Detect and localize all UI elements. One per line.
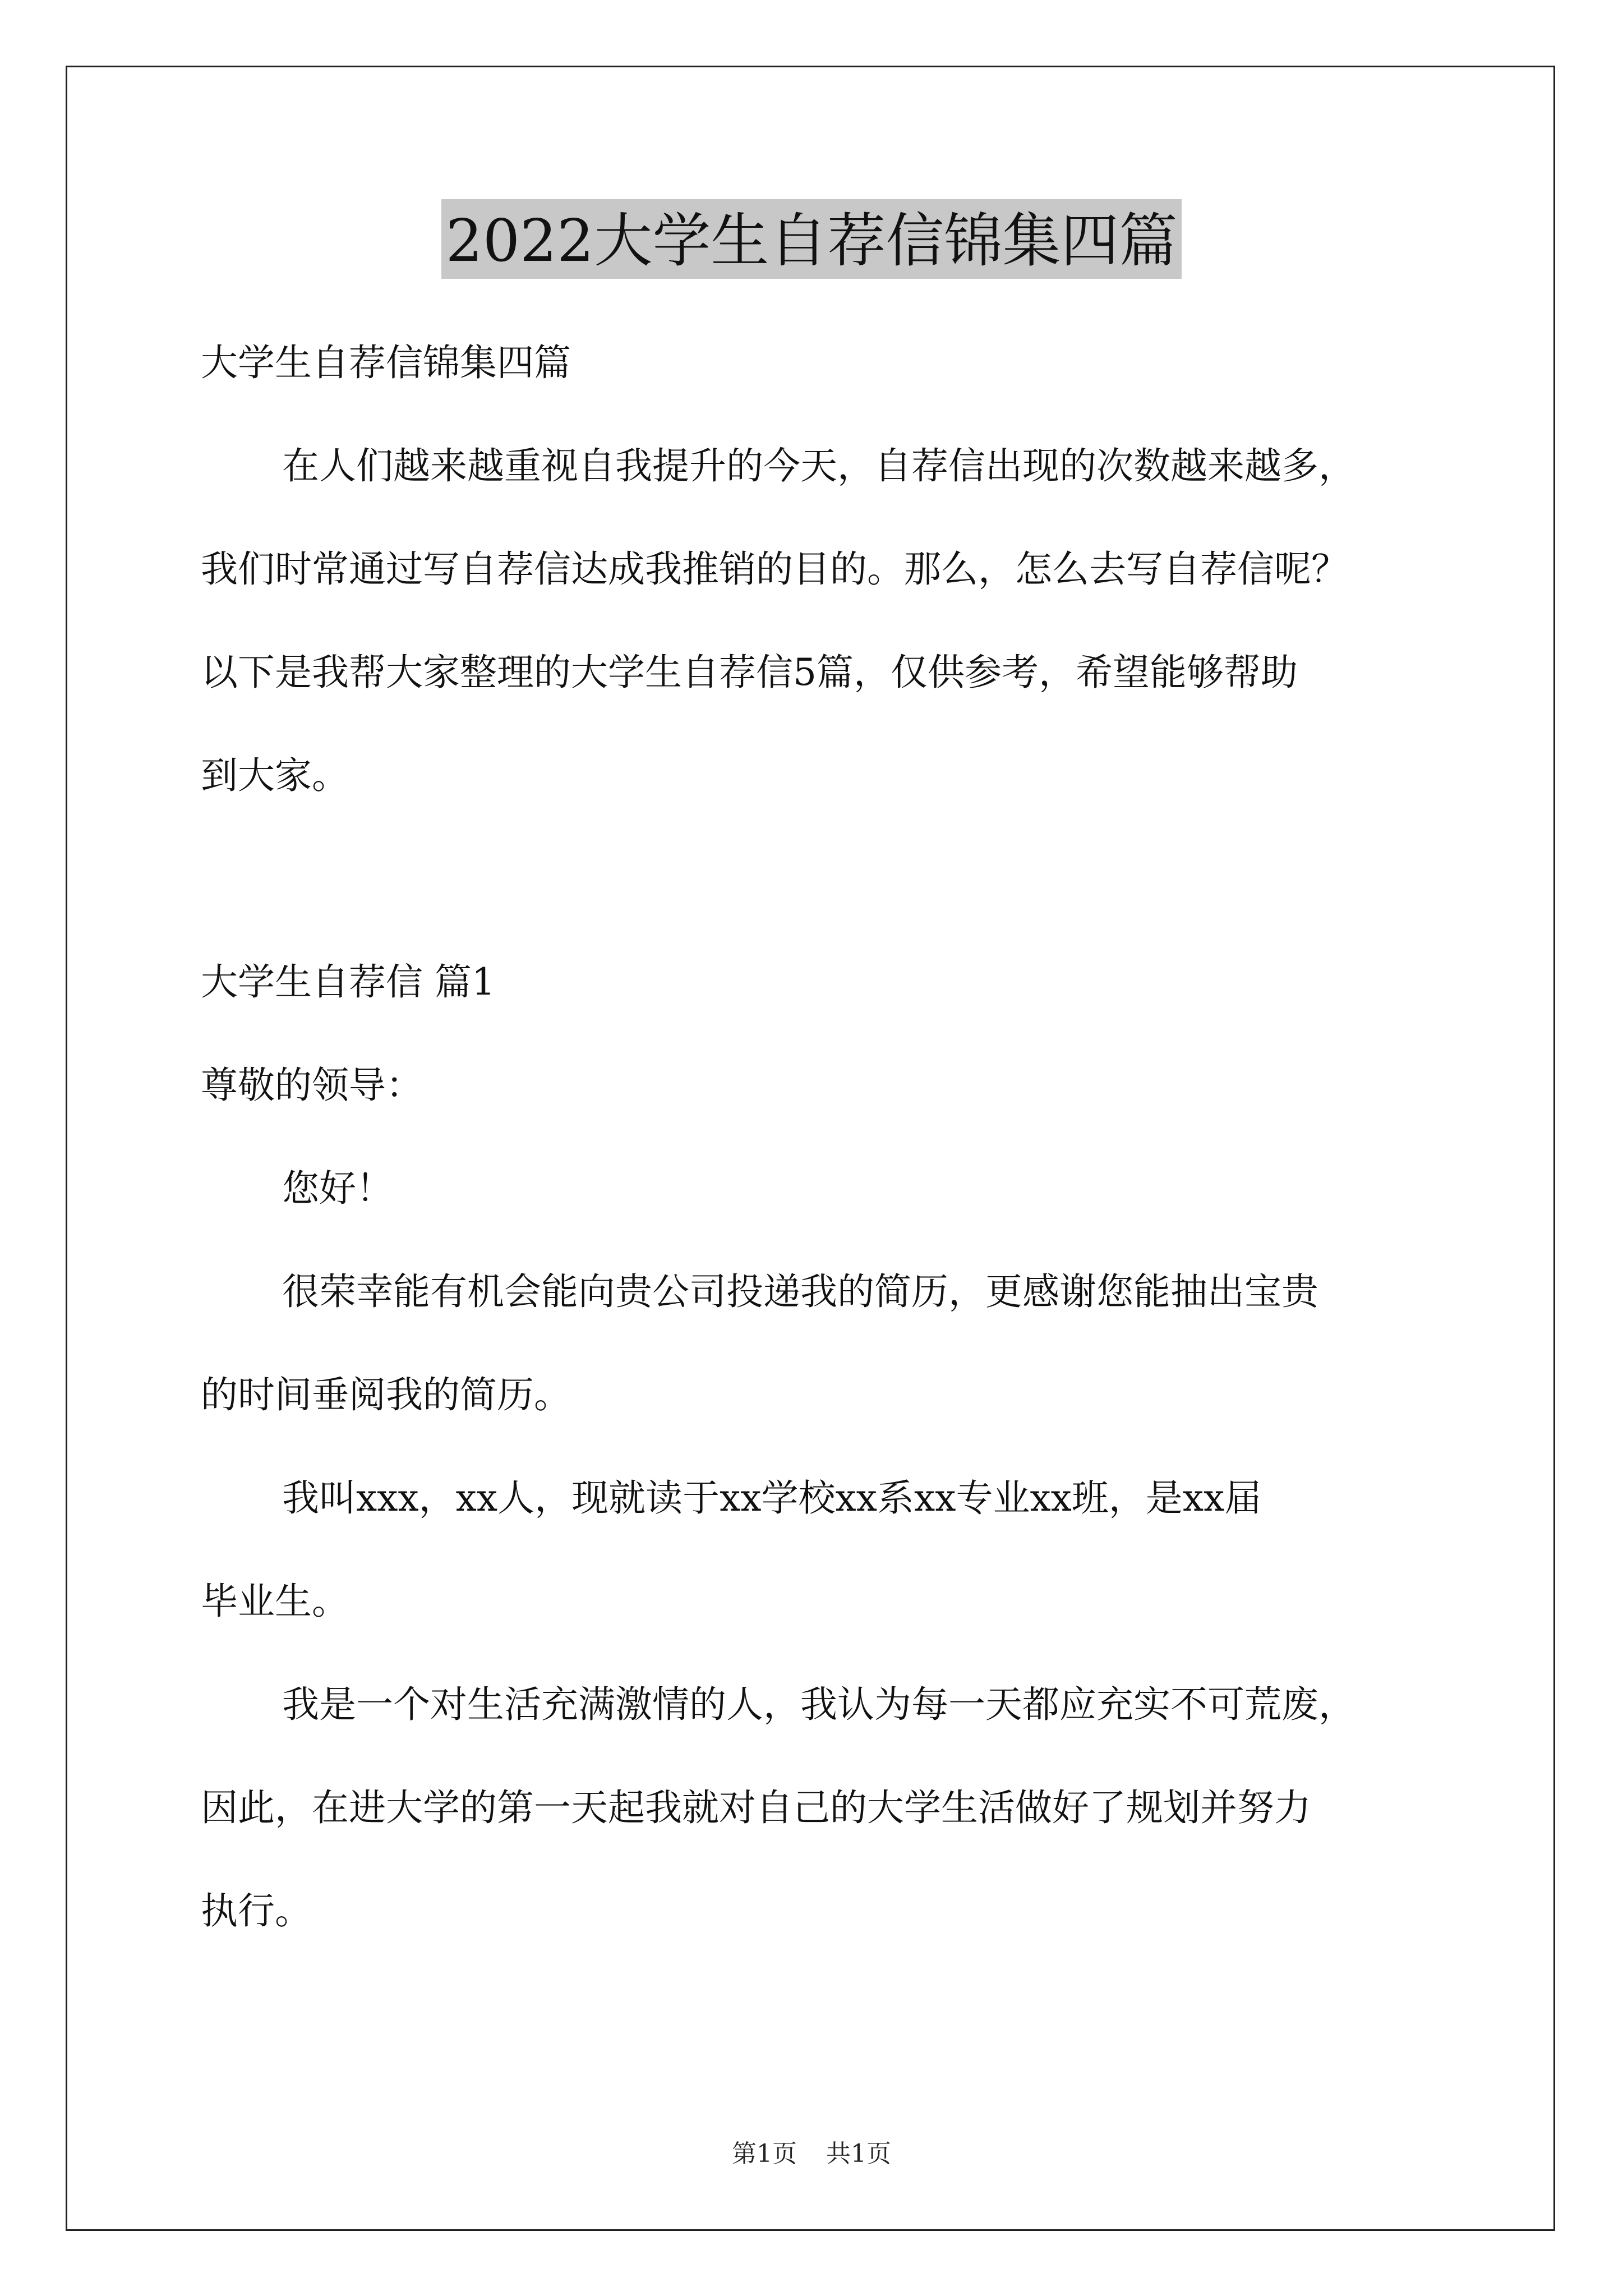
greeting: 您好！ xyxy=(282,1167,393,1210)
title-container xyxy=(0,199,1623,279)
paragraph-line: 的时间垂阅我的简历。 xyxy=(201,1373,571,1416)
intro-line: 我们时常通过写自荐信达成我推销的目的。那么，怎么去写自荐信呢？ xyxy=(201,547,1348,591)
paragraph-line: 毕业生。 xyxy=(201,1580,349,1623)
document-body xyxy=(201,311,1435,1963)
paragraph-line: 很荣幸能有机会能向贵公司投递我的简历，更感谢您能抽出宝贵 xyxy=(282,1270,1318,1313)
intro-line: 在人们越来越重视自我提升的今天，自荐信出现的次数越来越多， xyxy=(282,444,1355,487)
intro-line: 到大家。 xyxy=(201,754,349,797)
document-title: 2022大学生自荐信锦集四篇 xyxy=(441,199,1182,279)
page-footer xyxy=(0,2137,1623,2171)
paragraph-line: 执行。 xyxy=(201,1889,312,1932)
paragraph-line: 我叫xxx，xx人，现就读于xx学校xx系xx专业xx班，是xx届 xyxy=(282,1476,1262,1520)
section-gap xyxy=(201,827,1435,931)
page-total: 共1页 xyxy=(826,2139,891,2168)
page-number: 第1页 xyxy=(732,2139,797,2168)
paragraph-line: 我是一个对生活充满激情的人，我认为每一天都应充实不可荒废， xyxy=(282,1683,1355,1726)
paragraph-line: 因此，在进大学的第一天起我就对自己的大学生活做好了规划并努力 xyxy=(201,1786,1311,1829)
intro-line: 以下是我帮大家整理的大学生自荐信5篇，仅供参考，希望能够帮助 xyxy=(201,651,1298,694)
salutation: 尊敬的领导： xyxy=(201,1064,423,1107)
subtitle: 大学生自荐信锦集四篇 xyxy=(201,341,571,384)
section-heading: 大学生自荐信 篇1 xyxy=(201,960,495,1004)
